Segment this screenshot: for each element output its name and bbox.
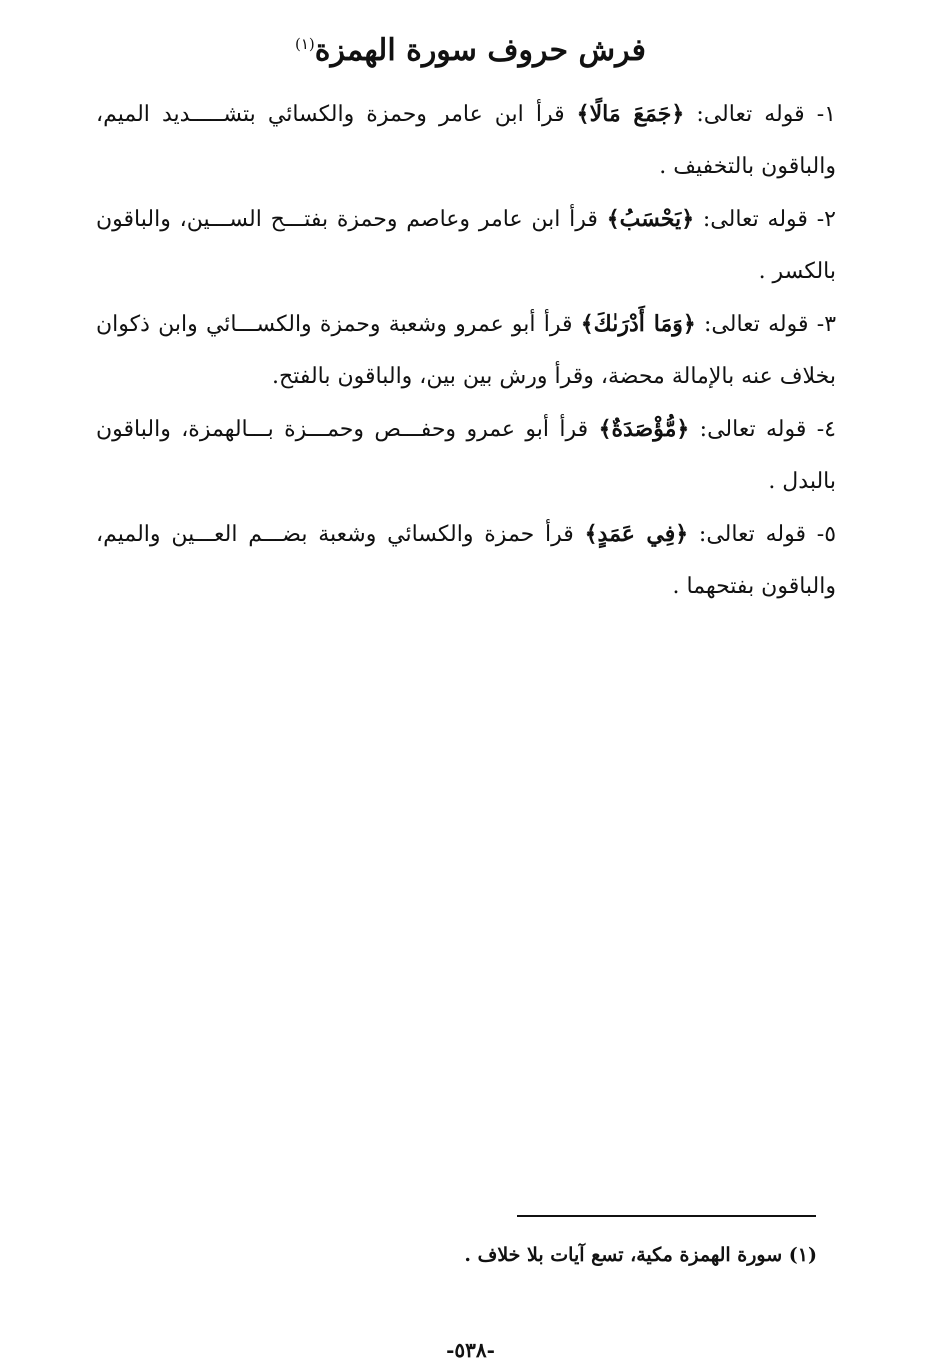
quran-word: مُّؤْصَدَةٌ — [611, 416, 677, 442]
footnote-divider — [517, 1215, 816, 1217]
ornate-bracket-close: ﴾ — [580, 311, 594, 337]
item-text: قرأ حمزة والكسائي وشعبة بضـــم العـــين والميم، والباقون بفتحهما . — [96, 522, 836, 599]
quran-word: فِي عَمَدٍ — [597, 521, 676, 547]
quran-word: وَمَا أَدْرَىٰكَ — [593, 311, 683, 337]
title-footnote-marker: (١) — [294, 35, 315, 53]
list-item — [96, 88, 836, 193]
ornate-bracket-close: ﴾ — [606, 206, 620, 232]
page-number: -٥٣٨- — [446, 1338, 495, 1362]
item-number: ١- — [816, 102, 836, 127]
item-intro: قوله تعالى: — [702, 207, 808, 232]
ornate-bracket-close: ﴾ — [598, 416, 612, 442]
list-item — [96, 508, 836, 613]
list-item — [96, 193, 836, 298]
footnote: (١) سورة الهمزة مكية، تسع آيات بلا خلاف . — [464, 1244, 817, 1266]
item-text: قرأ أبو عمرو وحفـــص وحمـــزة بـــالهمزة، والباقون بالبدل . — [96, 417, 836, 494]
item-intro: قوله تعالى: — [698, 522, 806, 547]
item-intro: قوله تعالى: — [699, 417, 807, 442]
ornate-bracket-open: ﴿ — [675, 521, 689, 547]
item-text: قرأ ابن عامر وحمزة والكسائي بتشـــــديد الميم، والباقون بالتخفيف . — [96, 102, 836, 179]
ornate-bracket-close: ﴾ — [584, 521, 598, 547]
item-text: قرأ ابن عامر وعاصم وحمزة بفتـــح الســـين، والباقون بالكسر . — [96, 207, 836, 284]
list-item — [96, 403, 836, 508]
item-number: ٣- — [816, 312, 837, 337]
body-text — [96, 88, 836, 613]
ornate-bracket-open: ﴿ — [676, 416, 690, 442]
ornate-bracket-open: ﴿ — [682, 311, 696, 337]
quran-word: يَحْسَبُ — [619, 206, 682, 232]
title-text: فرش حروف سورة الهمزة — [314, 33, 647, 68]
item-number: ٤- — [816, 417, 836, 442]
ornate-bracket-open: ﴿ — [671, 101, 685, 127]
item-number: ٢- — [816, 207, 836, 232]
list-item — [96, 298, 836, 403]
page-title — [0, 22, 941, 73]
item-number: ٥- — [816, 522, 837, 547]
item-intro: قوله تعالى: — [696, 102, 805, 127]
ornate-bracket-close: ﴾ — [576, 101, 590, 127]
item-text: قرأ أبو عمرو وشعبة وحمزة والكســـائي وابن ذكوان بخلاف عنه بالإمالة محضة، وقرأ ورش بين بين، والباقون بالفتح. — [96, 312, 836, 389]
item-intro: قوله تعالى: — [704, 312, 809, 337]
ornate-bracket-open: ﴿ — [681, 206, 695, 232]
quran-word: جَمَعَ مَالًا — [589, 101, 672, 127]
